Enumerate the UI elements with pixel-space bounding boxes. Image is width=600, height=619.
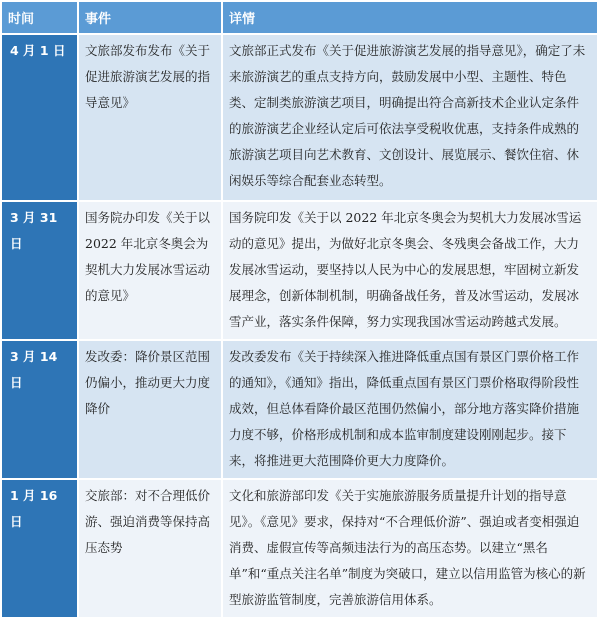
row-event: 交旅部：对不合理低价游、强迫消费等保持高压态势 xyxy=(78,479,222,618)
table-row xyxy=(2,201,598,340)
header-details: 详情 xyxy=(222,2,598,34)
table-header-row xyxy=(2,2,598,34)
row-event: 发改委：降价景区范围仍偏小，推动更大力度降价 xyxy=(78,340,222,479)
row-date: 4 月 1 日 xyxy=(2,34,78,201)
policy-events-table xyxy=(2,2,599,619)
row-event: 国务院办印发《关于以 2022 年北京冬奥会为契机大力发展冰雪运动的意见》 xyxy=(78,201,222,340)
row-date: 1 月 16 日 xyxy=(2,479,78,618)
row-details: 文化和旅游部印发《关于实施旅游服务质量提升计划的指导意见》。《意见》要求，保持对“不合理低价游”、强迫或者变相强迫消费、虚假宣传等高频违法行为的高压态势。以建立“黑名单”和“重点关注名单”制度为突破口，建立以信用监管为核心的新型旅游监管制度，完善旅游信用体系。 xyxy=(222,479,598,618)
table-row xyxy=(2,479,598,618)
row-date: 3 月 14 日 xyxy=(2,340,78,479)
table-row xyxy=(2,34,598,201)
row-details: 国务院印发《关于以 2022 年北京冬奥会为契机大力发展冰雪运动的意见》提出，为做好北京冬奥会、冬残奥会备战工作，大力发展冰雪运动，要坚持以人民为中心的发展思想，牢固树立新发展理念，创新体制机制，明确备战任务，普及冰雪运动，发展冰雪产业，落实条件保障，努力实现我国冰雪运动跨越式发展。 xyxy=(222,201,598,340)
row-event: 文旅部发布发布《关于促进旅游演艺发展的指导意见》 xyxy=(78,34,222,201)
row-date: 3 月 31 日 xyxy=(2,201,78,340)
row-details: 文旅部正式发布《关于促进旅游演艺发展的指导意见》，确定了未来旅游演艺的重点支持方向，鼓励发展中小型、主题性、特色类、定制类旅游演艺项目，明确提出符合高新技术企业认定条件的旅游演艺企业经认定后可依法享受税收优惠，支持条件成熟的旅游演艺项目向艺术教育、文创设计、展览展示、餐饮住宿、休闲娱乐等综合配套业态转型。 xyxy=(222,34,598,201)
table-row xyxy=(2,340,598,479)
header-time: 时间 xyxy=(2,2,78,34)
row-details: 发改委发布《关于持续深入推进降低重点国有景区门票价格工作的通知》，《通知》指出，降低重点国有景区门票价格取得阶段性成效，但总体看降价最区范围仍然偏小，部分地方落实降价措施力度不够，价格形成机制和成本监审制度建设刚刚起步。接下来，将推进更大范围降价更大力度降价。 xyxy=(222,340,598,479)
header-event: 事件 xyxy=(78,2,222,34)
